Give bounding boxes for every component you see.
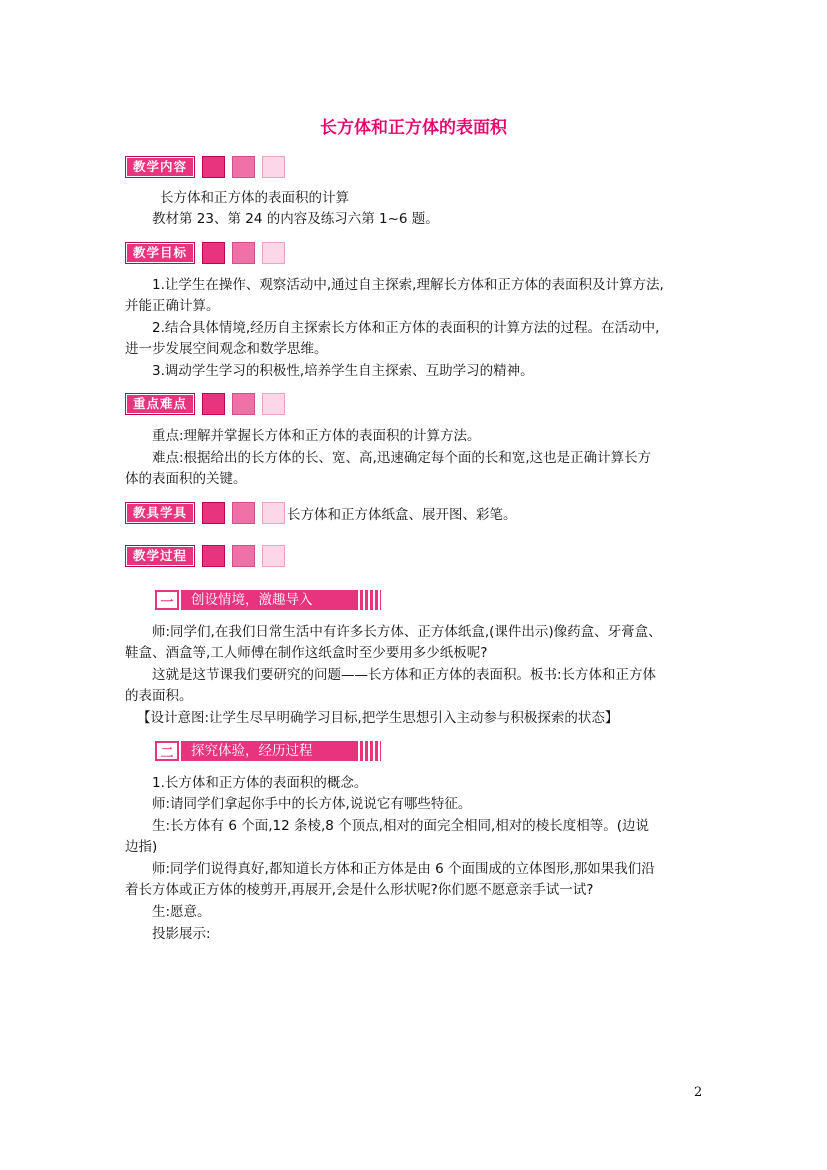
goal-2-line-1: 2.结合具体情境,经历自主探索长方体和正方体的表面积的计算方法的过程。在活动中, bbox=[152, 320, 660, 336]
part1-line-2: 鞋盒、酒盒等,工人师傅在制作这纸盒时至少要用多少纸板呢? bbox=[125, 645, 488, 661]
section-header-process bbox=[125, 546, 285, 566]
step-title: 探究体验，经历过程 bbox=[191, 743, 313, 759]
goal-2-line-2: 进一步发展空间观念和数学思维。 bbox=[125, 341, 328, 357]
decor-square bbox=[202, 156, 225, 178]
decor-square bbox=[262, 242, 285, 264]
step-number: 二 bbox=[155, 741, 179, 761]
content-line-2: 教材第 23、第 24 的内容及练习六第 1~6 题。 bbox=[152, 211, 439, 227]
decor-stripes bbox=[355, 741, 381, 761]
part2-line-3: 生:长方体有 6 个面,12 条棱,8 个顶点,相对的面完全相同,相对的棱长度相等。(边说 bbox=[152, 818, 650, 834]
decor-square bbox=[232, 393, 255, 415]
section-label: 教学内容 bbox=[125, 156, 195, 178]
decor-square bbox=[232, 502, 255, 524]
decor-square bbox=[232, 156, 255, 178]
section-header-keypoints bbox=[125, 394, 285, 414]
step-title: 创设情境，激趣导入 bbox=[191, 592, 313, 608]
content-line-1: 长方体和正方体的表面积的计算 bbox=[160, 190, 349, 206]
part2-line-4: 边指) bbox=[125, 839, 158, 855]
decor-square bbox=[202, 502, 225, 524]
decor-square bbox=[202, 393, 225, 415]
page-number: 2 bbox=[694, 1085, 703, 1100]
part2-line-2: 师:请同学们拿起你手中的长方体,说说它有哪些特征。 bbox=[152, 796, 472, 812]
section-header-tools bbox=[125, 503, 517, 523]
goal-3: 3.调动学生学习的积极性,培养学生自主探索、互助学习的精神。 bbox=[152, 363, 534, 379]
part2-line-7: 生:愿意。 bbox=[152, 904, 211, 920]
part2-line-5: 师:同学们说得真好,都知道长方体和正方体是由 6 个面围成的立体图形,那如果我们沿 bbox=[152, 861, 655, 877]
section-label: 教学过程 bbox=[125, 545, 195, 567]
decor-square bbox=[262, 545, 285, 567]
part2-line-1: 1.长方体和正方体的表面积的概念。 bbox=[152, 775, 368, 791]
step-banner-body bbox=[181, 590, 381, 610]
part1-line-1: 师:同学们,在我们日常生活中有许多长方体、正方体纸盒,(课件出示)像药盒、牙膏盒、 bbox=[152, 624, 662, 640]
step-number: 一 bbox=[155, 590, 179, 610]
decor-square bbox=[262, 502, 285, 524]
tools-text: 长方体和正方体纸盒、展开图、彩笔。 bbox=[287, 507, 517, 523]
decor-square bbox=[202, 242, 225, 264]
goal-1-line-1: 1.让学生在操作、观察活动中,通过自主探索,理解长方体和正方体的表面积及计算方法, bbox=[152, 277, 664, 293]
section-label: 教具学具 bbox=[125, 502, 195, 524]
keypoint-difficulty-line-1: 难点:根据给出的长方体的长、宽、高,迅速确定每个面的长和宽,这也是正确计算长方 bbox=[152, 450, 652, 466]
decor-square bbox=[202, 545, 225, 567]
section-header-goals bbox=[125, 243, 285, 263]
decor-square bbox=[262, 393, 285, 415]
step-banner-2 bbox=[155, 739, 381, 763]
part2-line-6: 着长方体或正方体的棱剪开,再展开,会是什么形状呢?你们愿不愿意亲手试一试? bbox=[125, 882, 594, 898]
goal-1-line-2: 并能正确计算。 bbox=[125, 298, 220, 314]
section-label: 教学目标 bbox=[125, 242, 195, 264]
decor-square bbox=[232, 545, 255, 567]
section-label: 重点难点 bbox=[125, 393, 195, 415]
decor-stripes bbox=[355, 590, 381, 610]
decor-square bbox=[232, 242, 255, 264]
decor-square bbox=[262, 156, 285, 178]
keypoint-focus: 重点:理解并掌握长方体和正方体的表面积的计算方法。 bbox=[152, 428, 481, 444]
step-banner-1 bbox=[155, 588, 381, 612]
document-title: 长方体和正方体的表面积 bbox=[320, 118, 507, 138]
step-banner-body bbox=[181, 741, 381, 761]
keypoint-difficulty-line-2: 体的表面积的关键。 bbox=[125, 471, 247, 487]
part1-line-3: 这就是这节课我们要研究的问题——长方体和正方体的表面积。板书:长方体和正方体 bbox=[152, 667, 657, 683]
part1-line-4: 的表面积。 bbox=[125, 688, 193, 704]
part2-line-8: 投影展示: bbox=[152, 926, 211, 942]
section-header-content bbox=[125, 157, 285, 177]
design-intent: 【设计意图:让学生尽早明确学习目标,把学生思想引入主动参与积极探索的状态】 bbox=[137, 710, 619, 726]
